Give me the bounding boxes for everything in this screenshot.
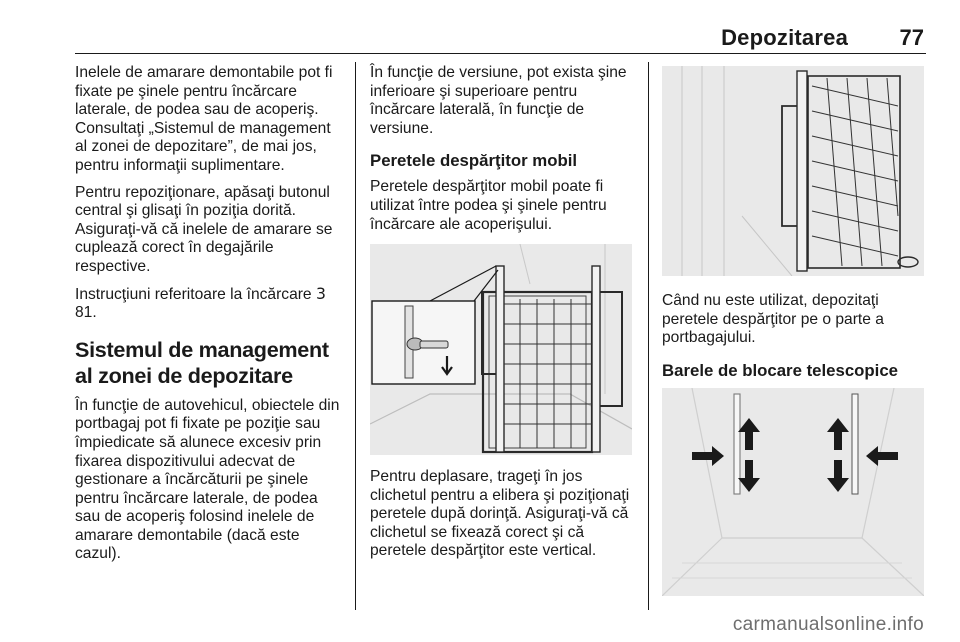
telescopic-bars-illustration (662, 388, 924, 596)
column-divider-2 (648, 62, 649, 610)
subsection-heading: Peretele despărţitor mobil (370, 151, 578, 171)
header-divider (75, 53, 926, 54)
column-2 (370, 64, 638, 242)
page-reference-arrow-icon: 3 (315, 284, 326, 303)
column-divider-1 (355, 62, 356, 610)
section-title: Depozitarea (721, 25, 848, 50)
watermark: carmanualsonline.info (732, 614, 924, 635)
page-header (0, 0, 960, 52)
stowed-partition-illustration (662, 66, 924, 276)
paragraph: În funcţie de versiune, pot exista şine inferioare şi superioare pentru încărcare laterală, în funcţie de versiune. (370, 64, 627, 137)
column-2-lower (370, 468, 638, 569)
column-3 (662, 292, 926, 388)
column-1 (75, 64, 347, 572)
paragraph: Pentru repoziţionare, apăsaţi butonul central şi glisaţi în poziţia dorită. Asiguraţi-vă că inelele de amarare se cuplează corect în degajările respective. (75, 183, 333, 275)
paragraph: Când nu este utilizat, depozitaţi peretele despărţitor pe o parte a portbagajului. (662, 292, 884, 347)
paragraph: Peretele despărţitor mobil poate fi utilizat între podea şi şinele pentru încărcare ale acoperişului. (370, 178, 607, 233)
partition-illustration (370, 244, 632, 455)
subsection-heading: Barele de blocare telescopice (662, 360, 898, 380)
paragraph-text: Instrucţiuni referitoare la încărcare (75, 285, 312, 303)
page-reference-link[interactable]: 81. (75, 304, 97, 322)
paragraph: Inelele de amarare demontabile pot fi fixate pe şinele pentru încărcare laterale, de podea sau de acoperiş. Consultaţi „Sistemul de management al zonei de depozitare”, de mai jos, pentru informaţii suplimentare. (75, 64, 333, 174)
paragraph: Pentru deplasare, trageţi în jos clichetul pentru a elibera şi poziţionaţi peretele după dorinţă. Asiguraţi-vă că clichetul se fixează corect şi că peretele despărţitor este vertical. (370, 468, 630, 560)
paragraph-loading-reference (75, 285, 347, 323)
section-heading: Sistemul de management al zonei de depozitare (75, 336, 329, 388)
paragraph: În funcţie de autovehicul, obiectele din portbagaj pot fi fixate pe poziţie sau împiedicate să alunece excesiv prin fixarea dispozitivului adecvat de gestionare a încărcăturii pe şinele pentru încărcare laterale, de podea sau de acoperiş folosind inelele de amarare demontabile (dacă este cazul). (75, 396, 340, 563)
page-number: 77 (899, 25, 924, 50)
